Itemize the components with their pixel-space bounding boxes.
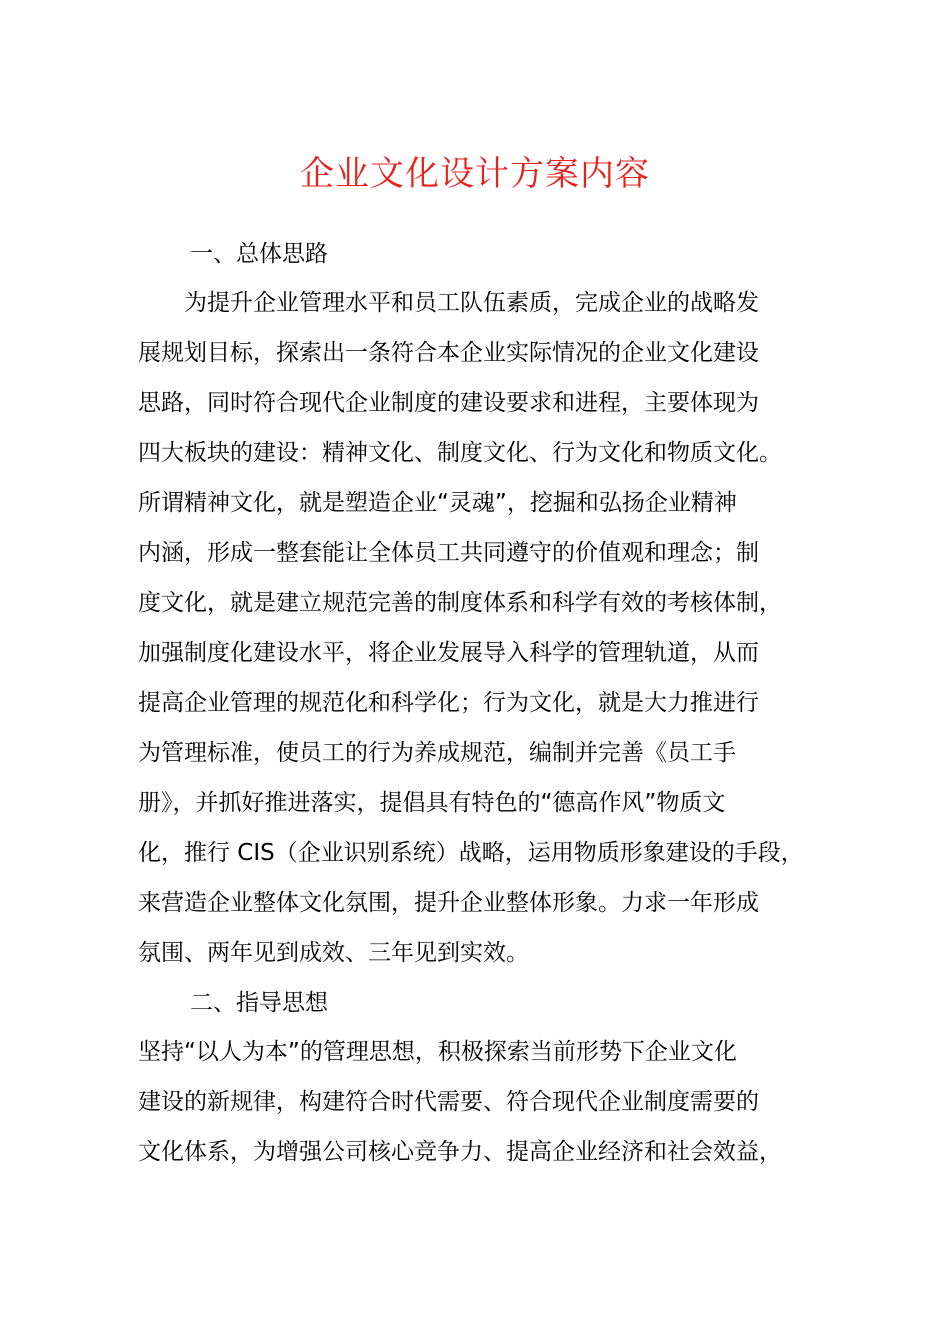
- text-line: 氛围、两年见到成效、三年见到实效。: [138, 940, 529, 966]
- section-body-guiding-ideology: [138, 1027, 838, 1177]
- document-title: 企业文化设计方案内容: [300, 154, 650, 194]
- text-line: 思路，同时符合现代企业制度的建设要求和进程，主要体现为: [138, 390, 759, 416]
- text-line: 化，推行 CIS（企业识别系统）战略，运用物质形象建设的手段，: [138, 840, 804, 866]
- text-line: 加强制度化建设水平，将企业发展导入科学的管理轨道，从而: [138, 640, 759, 666]
- section-heading-overall-approach: 一、总体思路: [190, 241, 328, 267]
- text-line: 内涵，形成一整套能让全体员工共同遵守的价值观和理念；制: [138, 540, 759, 566]
- text-line: 文化体系，为增强公司核心竞争力、提高企业经济和社会效益，: [138, 1139, 782, 1165]
- section-heading-guiding-ideology: 二、指导思想: [190, 990, 328, 1016]
- text-line: 坚持“以人为本”的管理思想，积极探索当前形势下企业文化: [138, 1039, 737, 1065]
- text-line: 所谓精神文化，就是塑造企业“灵魂”，挖掘和弘扬企业精神: [138, 490, 737, 516]
- text-line: 展规划目标，探索出一条符合本企业实际情况的企业文化建设: [138, 340, 759, 366]
- text-line: 册》，并抓好推进落实，提倡具有特色的“德高作风”物质文: [138, 790, 726, 816]
- text-line: 来营造企业整体文化氛围，提升企业整体形象。力求一年形成: [138, 890, 759, 916]
- text-line: 建设的新规律，构建符合时代需要、符合现代企业制度需要的: [138, 1089, 759, 1115]
- text-line: 四大板块的建设：精神文化、制度文化、行为文化和物质文化。: [138, 440, 782, 466]
- text-line: 提高企业管理的规范化和科学化；行为文化，就是大力推进行: [138, 690, 759, 716]
- text-line: 为提升企业管理水平和员工队伍素质，完成企业的战略发: [138, 290, 759, 316]
- text-line: 度文化，就是建立规范完善的制度体系和科学有效的考核体制，: [138, 590, 782, 616]
- section-body-overall-approach: [138, 278, 838, 978]
- text-line: 为管理标准，使员工的行为养成规范，编制并完善《员工手: [138, 740, 736, 766]
